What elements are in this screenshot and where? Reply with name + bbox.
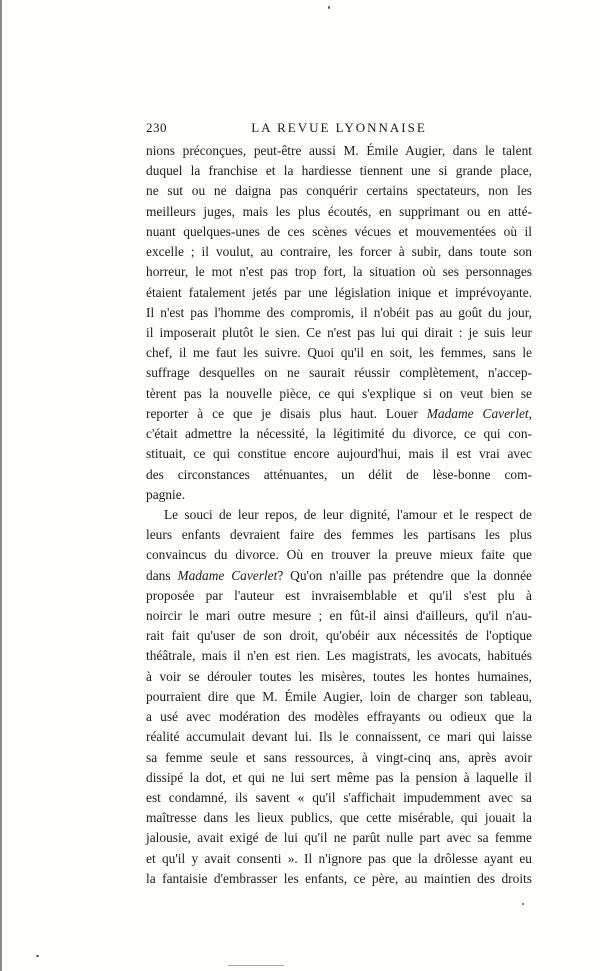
text-line: étaient fatalement jetés par une législation inique et imprévoyante. — [146, 284, 532, 300]
page-number: 230 — [146, 120, 167, 135]
text-line: duquel la franchise et la hardiesse tiennent une si grande place, — [146, 163, 532, 179]
text-line: théâtrale, mais il n'en est rien. Les magistrats, les avocats, habitués — [146, 648, 532, 664]
text-line: reporter à ce que je disais plus haut. Louer Madame Caverlet, — [146, 405, 532, 421]
text-line: il imposerait plutôt le sien. Ce n'est pas lui qui dirait : je suis leur — [146, 324, 532, 340]
text-line: Il n'est pas l'homme des compromis, il n'obéit pas au goût du jour, — [146, 304, 532, 320]
body-text — [146, 141, 532, 889]
text-line: suffrage desquelles on ne saurait réussir complètement, n'accep- — [146, 365, 532, 381]
text-line: des circonstances atténuantes, un délit de lèse-bonne com- — [146, 466, 532, 482]
text-line: leurs enfants devraient faire des femmes les partisans les plus — [146, 527, 532, 543]
text-line-paragraph-end: pagnie. — [146, 486, 186, 502]
text-line: nuant quelques-unes de ces scènes vécues et mouvementées où il — [146, 223, 532, 239]
text-line: maîtresse dans les lieux publics, que cette misérable, qui jouait la — [146, 810, 532, 826]
binding-edge — [0, 0, 14, 971]
text-line: horreur, le mot n'est pas trop fort, la situation où ses personnages — [146, 264, 532, 280]
text-line: pourraient dire que M. Émile Augier, loin de charger son tableau, — [146, 688, 532, 704]
text-line: a usé avec modération des modèles effrayants ou odieux que la — [146, 709, 532, 725]
text-line: sa femme seule et sans ressources, à vingt-cinq ans, après avoir — [146, 749, 532, 765]
text-line: réalité accumulait devant lui. Ils le connaissent, ce mari qui laisse — [146, 729, 532, 745]
text-line: excelle ; il voulut, au contraire, les forcer à subir, dans toute son — [146, 244, 532, 260]
text-line: à voir se dérouler toutes les misères, toutes les hontes humaines, — [146, 668, 532, 684]
text-line: chef, il me faut les suivre. Quoi qu'il en soit, les femmes, sans le — [146, 345, 532, 361]
running-title: LA REVUE LYONNAISE — [251, 120, 427, 135]
text-line: tèrent pas la nouvelle pièce, ce qui s'explique si on veut bien se — [146, 385, 532, 401]
text-line: convaincus du divorce. Où en trouver la preuve mieux faite que — [146, 547, 532, 563]
text-line: stituait, ce qui constitue encore aujourd'hui, mais il est vrai avec — [146, 446, 532, 462]
text-line: nions préconçues, peut-être aussi M. Émile Augier, dans le talent — [146, 143, 532, 158]
text-line-paragraph-start: Le souci de leur repos, de leur dignité, l'amour et le respect de — [164, 506, 532, 522]
text-line: meilleurs juges, mais les plus écoutés, en supprimant ou en atté- — [146, 203, 532, 219]
text-line: est condamné, ils savent « qu'il s'affichait impudemment avec sa — [146, 790, 532, 805]
paper-speck — [522, 903, 524, 905]
text-line: rait fait qu'user de son droit, qu'obéir aux nécessités de l'optique — [146, 628, 532, 644]
text-line: noircir le mari outre mesure ; en fût-il ainsi d'ailleurs, qu'il n'au- — [146, 608, 532, 624]
text-line: c'était admettre la nécessité, la légitimité du divorce, ce qui con- — [146, 426, 532, 442]
bottom-rule — [228, 965, 284, 966]
text-line: et qu'il y avait consenti ». Il n'ignore pas que la drôlesse ayant eu — [146, 850, 532, 866]
text-line: ne sut ou ne daigna pas conquérir certains spectateurs, non les — [146, 183, 532, 199]
page-header — [146, 120, 532, 138]
text-line: proposée par l'auteur est invraisemblable et qu'il s'est plu à — [146, 587, 532, 603]
text-line: dissipé la dot, et qui ne lui sert même pas la pension à laquelle il — [146, 769, 532, 785]
paper-speck — [36, 955, 39, 957]
text-line: dans Madame Caverlet? Qu'on n'aille pas prétendre que la donnée — [146, 567, 532, 583]
text-line: la fantaisie d'embrasser les enfants, ce père, au maintien des droits — [146, 870, 532, 886]
paper-speck — [328, 6, 330, 9]
text-line: jalousie, avait exigé de lui qu'il ne parût nulle part avec sa femme — [146, 830, 532, 846]
